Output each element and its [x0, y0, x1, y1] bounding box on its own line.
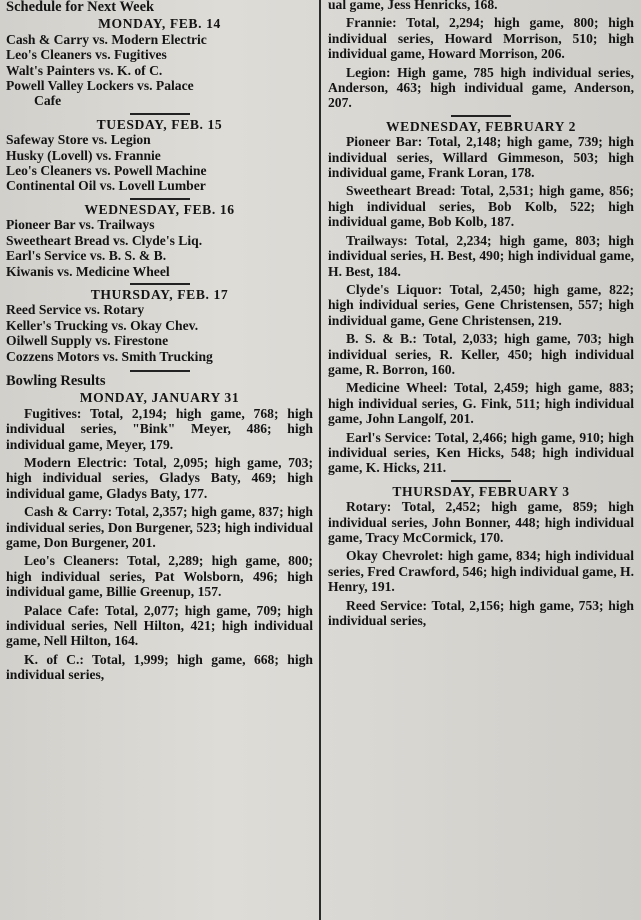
result-paragraph: Cash & Carry: Total, 2,357; high game, 837; high individual series, Don Burgener, 523; high individual game, Don Burgener, 201. — [6, 504, 313, 550]
match-line: Reed Service vs. Rotary — [6, 302, 145, 318]
result-paragraph: Sweetheart Bread: Total, 2,531; high game, 856; high individual series, Bob Kolb, 522; high individual game, Bob Kolb, 187. — [328, 183, 634, 230]
match-line: Sweetheart Bread vs. Clyde's Liq. — [6, 232, 203, 248]
result-paragraph: Rotary: Total, 2,452; high game, 859; high individual series, John Bonner, 448; high individual game, Tracy McCormick, 170. — [328, 499, 634, 545]
result-paragraph: Reed Service: Total, 2,156; high game, 753; high individual series, — [328, 597, 634, 629]
day-heading: TUESDAY, FEB. 15 — [96, 116, 223, 132]
divider — [130, 113, 190, 115]
match-line: Cash & Carry vs. Modern Electric — [6, 31, 207, 47]
schedule-title: Schedule for Next Week — [6, 0, 155, 15]
match-line: Powell Valley Lockers vs. Palace — [6, 78, 194, 94]
result-paragraph: Modern Electric: Total, 2,095; high game, 703; high individual series, Gladys Baty, 469; high individual game, Gladys Baty, 177. — [6, 454, 313, 501]
result-paragraph: Okay Chevrolet: high game, 834; high individual series, Fred Crawford, 546; high individual game, H. Henry, 191. — [328, 548, 634, 595]
divider — [130, 283, 190, 285]
result-paragraph: Fugitives: Total, 2,194; high game, 768; high individual series, "Bink" Meyer, 486; high individual game, Meyer, 179. — [6, 405, 313, 452]
match-line: Keller's Trucking vs. Okay Chev. — [6, 317, 199, 333]
day-heading: WEDNESDAY, FEBRUARY 2 — [385, 118, 576, 134]
result-paragraph: B. S. & B.: Total, 2,033; high game, 703; high individual series, R. Keller, 450; high individual game, R. Borron, 160. — [328, 331, 634, 377]
divider — [451, 115, 511, 117]
result-paragraph: Earl's Service: Total, 2,466; high game, 910; high individual series, Ken Hicks, 548; high individual game, K. Hicks, 211. — [328, 429, 634, 476]
match-line-continued: Cafe — [34, 93, 62, 109]
divider — [130, 198, 190, 200]
result-paragraph: Legion: High game, 785 high individual series, Anderson, 463; high individual game, Anderson, 207. — [328, 64, 634, 111]
match-line: Cozzens Motors vs. Smith Trucking — [6, 348, 213, 364]
result-paragraph: Pioneer Bar: Total, 2,148; high game, 739; high individual series, Willard Gimmeson, 503; high individual game, Frank Loran, 178. — [328, 134, 634, 181]
schedule-day — [6, 117, 313, 194]
schedule-section — [6, 0, 313, 364]
schedule-day — [6, 287, 313, 364]
day-heading: THURSDAY, FEB. 17 — [90, 286, 229, 302]
column-rule — [319, 0, 321, 920]
match-line: Leo's Cleaners vs. Fugitives — [6, 47, 167, 63]
result-paragraph: Leo's Cleaners: Total, 2,289; high game, 800; high individual series, Pat Wolsborn, 496; high individual game, Billie Greenup, 157. — [6, 553, 313, 600]
match-line: Walt's Painters vs. K. of C. — [6, 62, 163, 78]
day-heading: WEDNESDAY, FEB. 16 — [84, 201, 235, 217]
match-line: Earl's Service vs. B. S. & B. — [6, 248, 167, 264]
match-line: Continental Oil vs. Lovell Lumber — [6, 178, 206, 194]
right-column — [328, 0, 634, 920]
divider — [451, 480, 511, 482]
bowling-results-title: Bowling Results — [6, 372, 106, 389]
result-paragraph: Palace Cafe: Total, 2,077; high game, 709; high individual series, Nell Hilton, 421; high individual game, Nell Hilton, 164. — [6, 602, 313, 649]
result-paragraph: Frannie: Total, 2,294; high game, 800; high individual series, Howard Morrison, 510; high individual game, Howard Morrison, 206. — [328, 15, 634, 62]
result-paragraph: Clyde's Liquor: Total, 2,450; high game, 822; high individual series, Gene Christensen, 557; high individual game, Gene Christensen, 219. — [328, 281, 634, 328]
result-paragraph-continued: ual game, Jess Henricks, 168. — [328, 0, 498, 12]
match-line: Kiwanis vs. Medicine Wheel — [6, 263, 170, 279]
result-paragraph: K. of C.: Total, 1,999; high game, 668; high individual series, — [6, 651, 313, 683]
bowling-results-section — [6, 374, 313, 683]
result-paragraph: Trailways: Total, 2,234; high game, 803; high individual series, H. Best, 490; high individual game, H. Best, 184. — [328, 232, 634, 279]
left-column — [6, 0, 313, 920]
day-heading: MONDAY, JANUARY 31 — [79, 390, 240, 406]
divider — [130, 370, 190, 372]
day-heading: THURSDAY, FEBRUARY 3 — [392, 483, 570, 499]
match-line: Husky (Lovell) vs. Frannie — [6, 147, 161, 163]
match-line: Pioneer Bar vs. Trailways — [6, 217, 155, 233]
match-line: Safeway Store vs. Legion — [6, 132, 151, 148]
day-heading: MONDAY, FEB. 14 — [98, 16, 221, 32]
match-line: Oilwell Supply vs. Firestone — [6, 333, 169, 349]
match-line: Leo's Cleaners vs. Powell Machine — [6, 163, 207, 179]
schedule-day — [6, 202, 313, 279]
result-paragraph: Medicine Wheel: Total, 2,459; high game, 883; high individual series, G. Fink, 511; high individual game, John Langolf, 201. — [328, 380, 634, 427]
schedule-day — [6, 16, 313, 108]
